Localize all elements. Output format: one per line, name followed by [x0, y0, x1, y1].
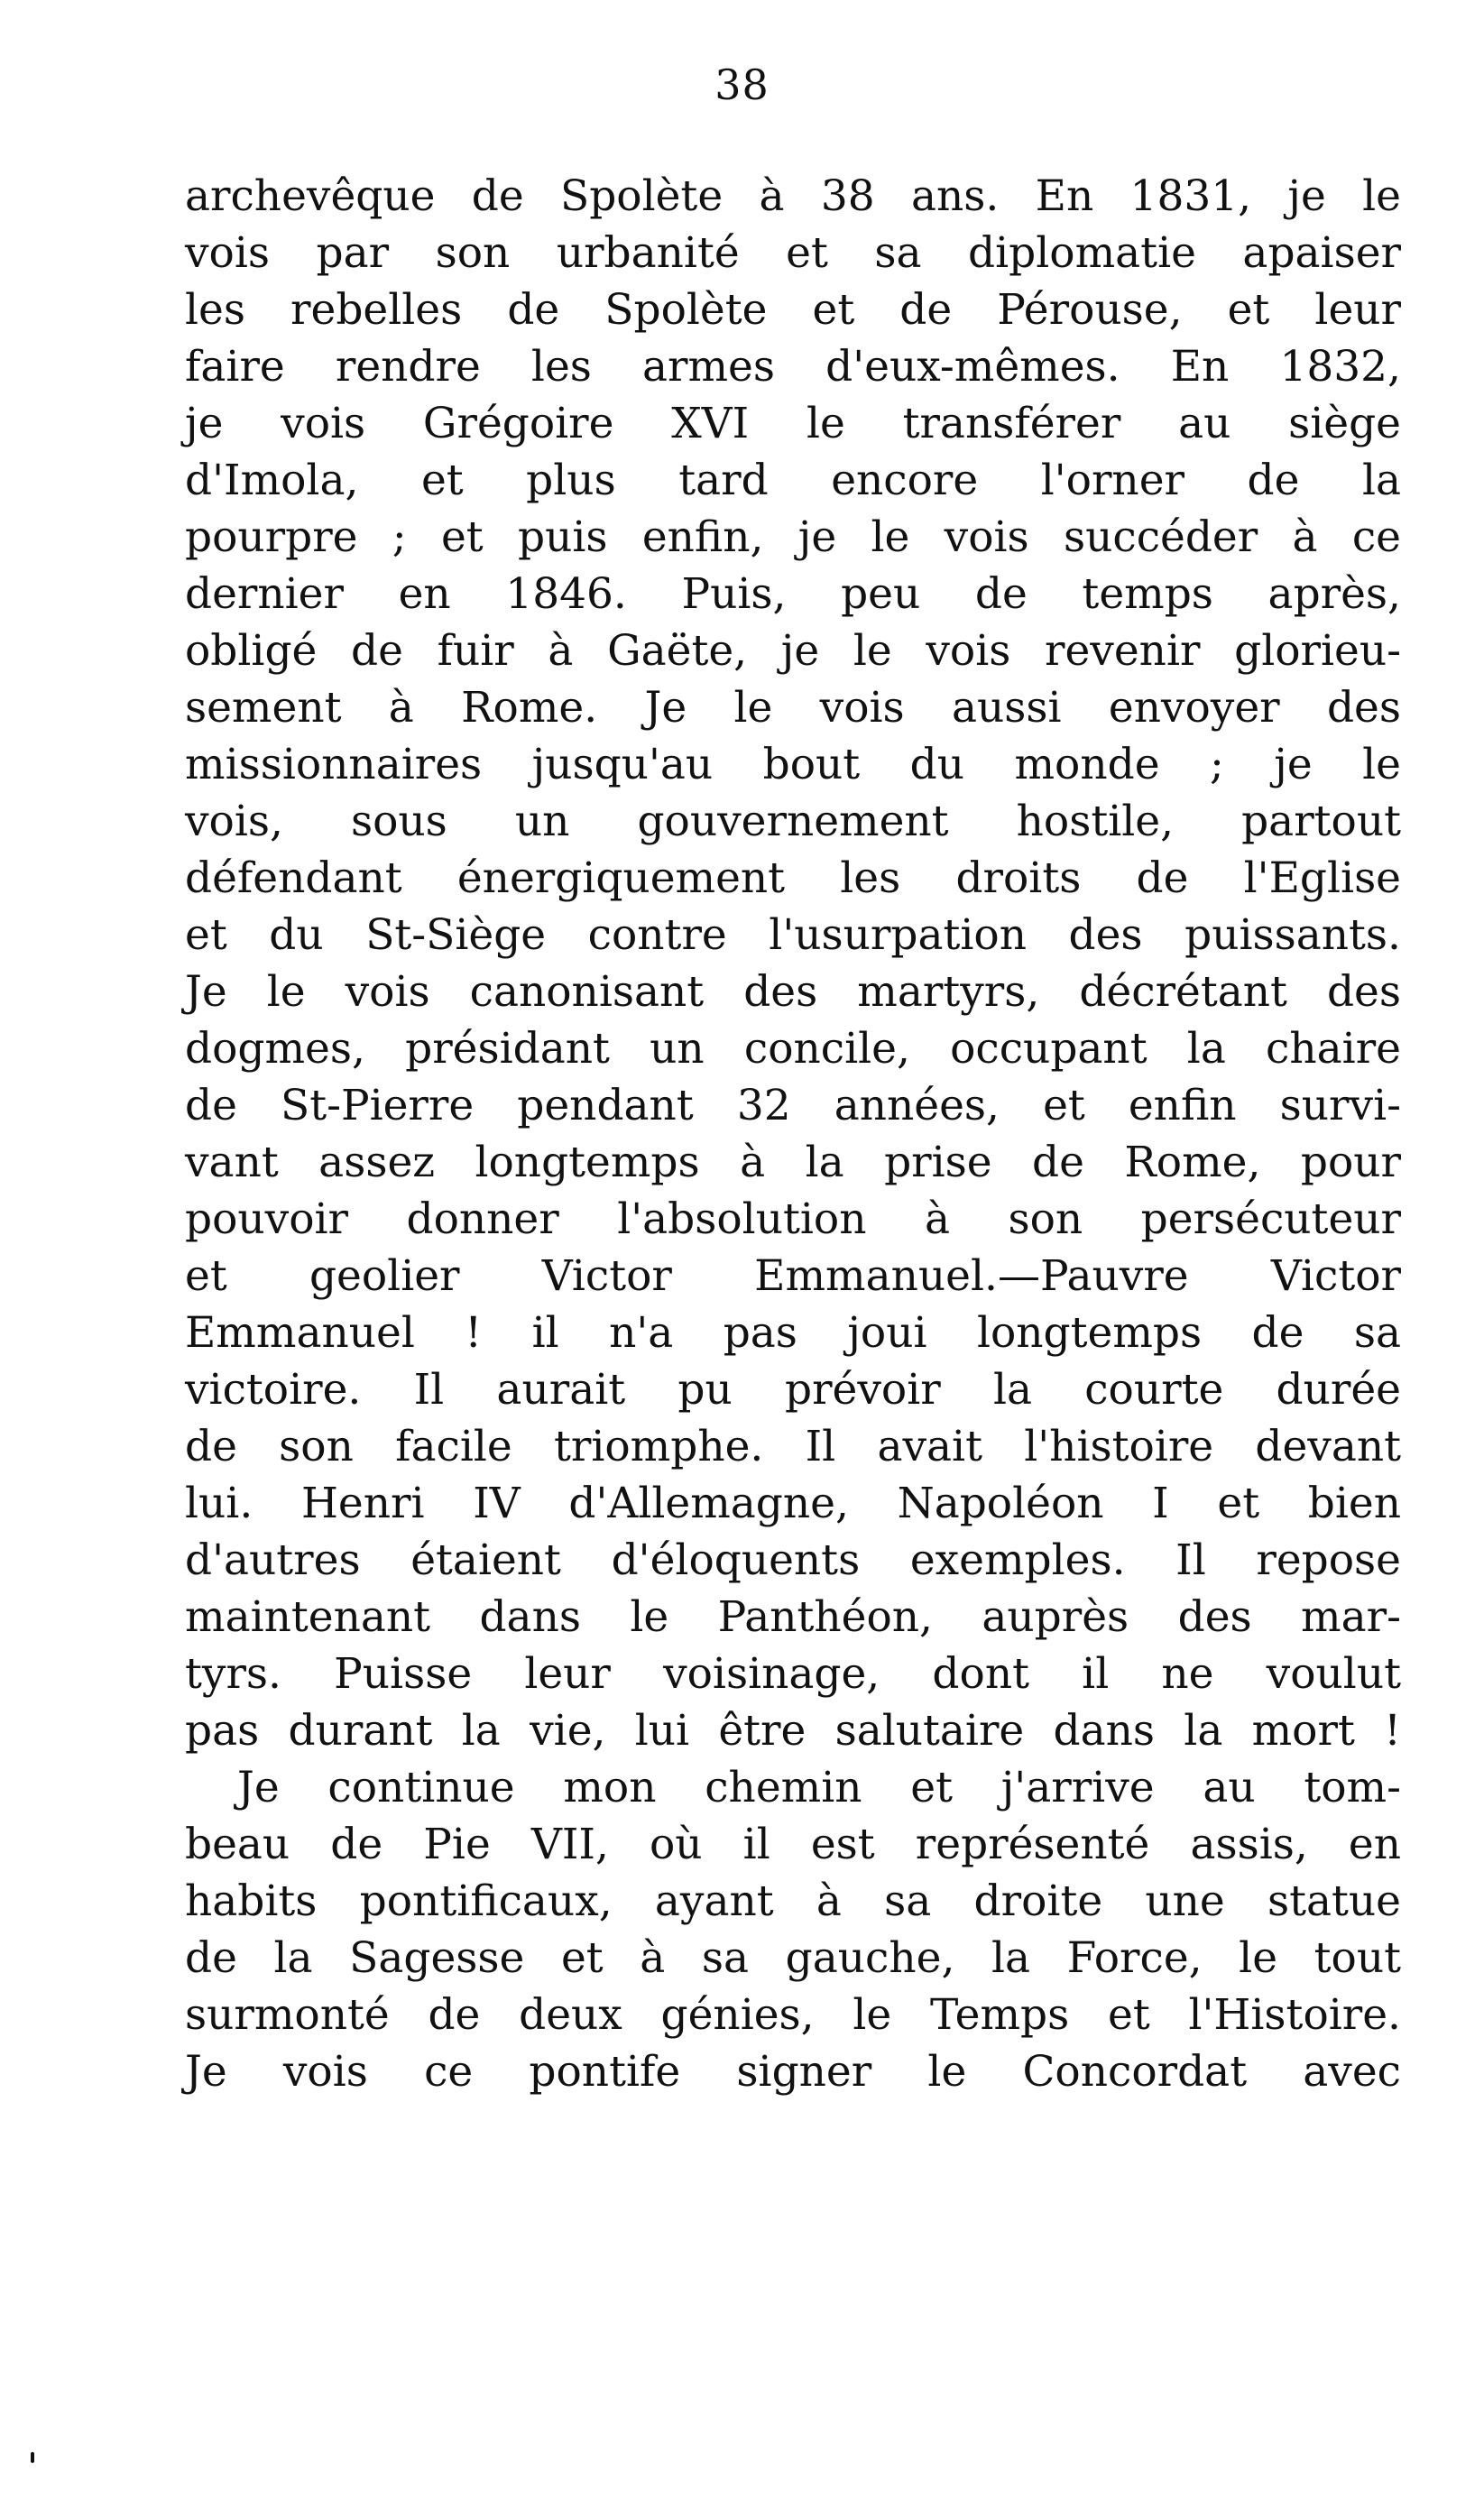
text-line: pourpre ; et puis enfin, je le vois succéder à ce: [185, 512, 1401, 562]
text-line: Je continue mon chemin et j'arrive au tom-: [237, 1763, 1401, 1812]
text-line: victoire. Il aurait pu prévoir la courte durée: [185, 1365, 1401, 1415]
text-line: d'autres étaient d'éloquents exemples. Il repose: [185, 1535, 1401, 1585]
text-line: de St-Pierre pendant 32 années, et enfin survi-: [185, 1081, 1401, 1130]
text-line: vois, sous un gouvernement hostile, partout: [185, 797, 1401, 846]
paragraph-2: [185, 1759, 1401, 2100]
text-line: Je vois ce pontife signer le Concordat avec: [185, 2047, 1401, 2097]
text-line: Emmanuel ! il n'a pas joui longtemps de sa: [185, 1308, 1401, 1358]
text-line: dogmes, présidant un concile, occupant la chaire: [185, 1024, 1401, 1074]
text-line: sement à Rome. Je le vois aussi envoyer des: [185, 683, 1401, 733]
text-line: dernier en 1846. Puis, peu de temps après,: [185, 569, 1401, 619]
text-line: Je le vois canonisant des martyrs, décrétant des: [185, 967, 1401, 1017]
text-line: tyrs. Puisse leur voisinage, dont il ne voulut: [185, 1649, 1401, 1699]
text-line: vois par son urbanité et sa diplomatie apaiser: [185, 228, 1401, 278]
text-line: missionnaires jusqu'au bout du monde ; je le: [185, 740, 1401, 789]
text-line: surmonté de deux génies, le Temps et l'Histoire.: [185, 1990, 1401, 2040]
text-line: et geolier Victor Emmanuel.—Pauvre Victor: [185, 1251, 1401, 1301]
text-line: maintenant dans le Panthéon, auprès des mar-: [185, 1592, 1401, 1642]
text-line: pas durant la vie, lui être salutaire dans la mort !: [185, 1706, 1401, 1756]
text-line: obligé de fuir à Gaëte, je le vois revenir glorieu-: [185, 626, 1401, 676]
text-line: faire rendre les armes d'eux-mêmes. En 1832,: [185, 342, 1401, 392]
text-line: archevêque de Spolète à 38 ans. En 1831, je le: [185, 171, 1401, 221]
text-line: pouvoir donner l'absolution à son persécuteur: [185, 1194, 1401, 1244]
text-line: de son facile triomphe. Il avait l'histoire devant: [185, 1422, 1401, 1471]
text-line: je vois Grégoire XVI le transférer au siège: [185, 399, 1401, 448]
page-number: 38: [714, 60, 770, 109]
ink-speck: [31, 2452, 34, 2463]
text-line: beau de Pie VII, où il est représenté assis, en: [185, 1820, 1401, 1869]
text-line: vant assez longtemps à la prise de Rome, pour: [185, 1138, 1401, 1187]
text-line: défendant énergiquement les droits de l'Eglise: [185, 853, 1401, 903]
paragraph-1: [185, 168, 1401, 1759]
text-line: les rebelles de Spolète et de Pérouse, et leur: [185, 285, 1401, 335]
text-line: de la Sagesse et à sa gauche, la Force, le tout: [185, 1933, 1401, 1983]
text-line: lui. Henri IV d'Allemagne, Napoléon I et bien: [185, 1479, 1401, 1528]
text-line: et du St-Siège contre l'usurpation des puissants.: [185, 910, 1401, 960]
text-line: habits pontificaux, ayant à sa droite une statue: [185, 1876, 1401, 1926]
body-text: [185, 168, 1401, 2100]
text-line: d'Imola, et plus tard encore l'orner de la: [185, 456, 1401, 505]
